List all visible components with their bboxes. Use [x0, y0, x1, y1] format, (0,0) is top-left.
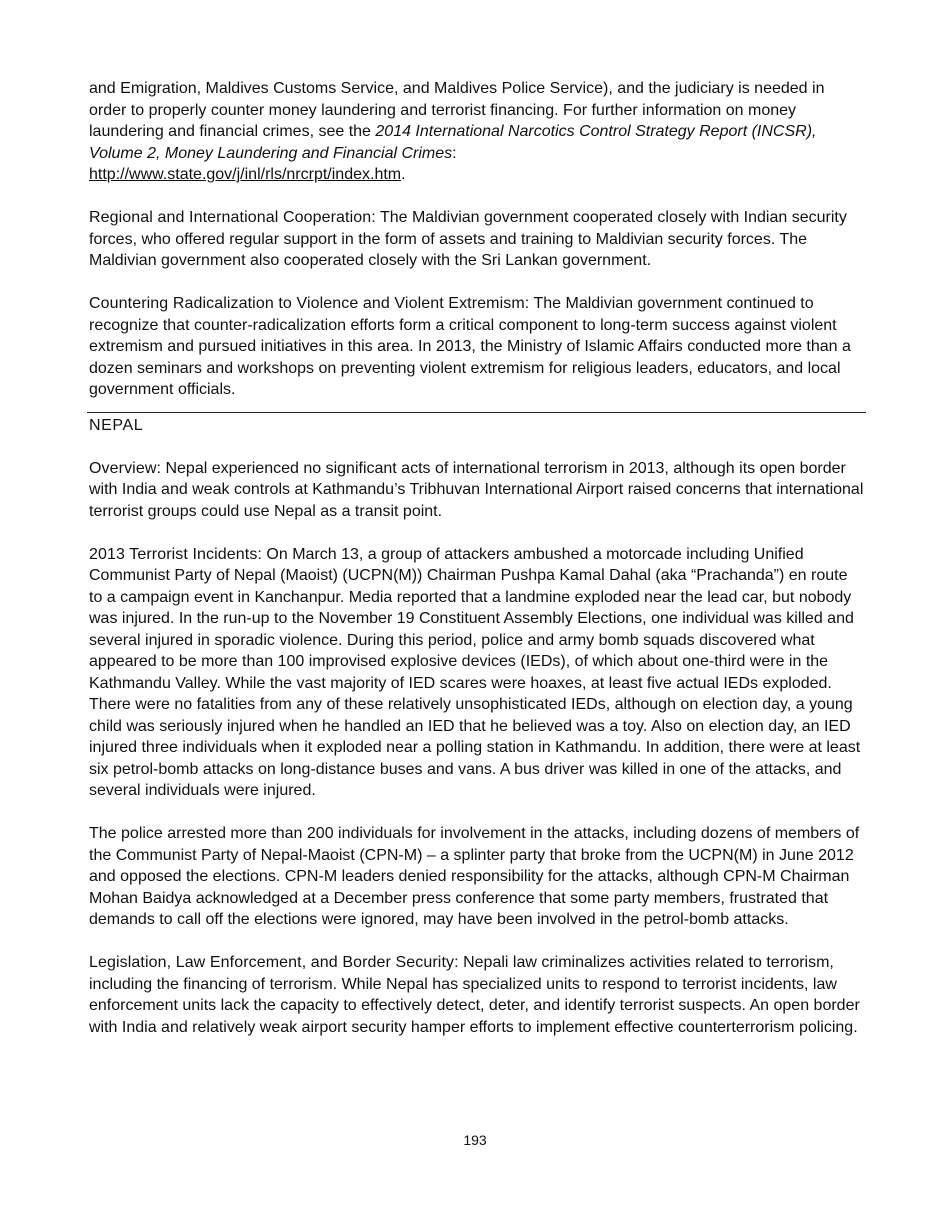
- intro-end: .: [401, 166, 406, 183]
- report-link[interactable]: http://www.state.gov/j/inl/rls/nrcrpt/index.htm: [89, 166, 402, 183]
- incidents-text: On March 13, a group of attackers ambushed a motorcade including Unified Communist Party of Nepal (Maoist) (UCPN(M)) Chairman Pushpa Kamal Dahal (aka “Prachanda”) en route to a campaign event in Kanchanpur. Media reported that a landmine exploded near the lead car, but nobody was injured. In the run-up to the November 19 Constituent Assembly Elections, one individual was killed and several injured in sporadic violence. During this period, police and army bomb squads discovered what appeared to be more than 100 improvised explosive devices (IEDs), of which about one-third were in the Kathmandu Valley. While the vast majority of IED scares were hoaxes, at least five actual IEDs exploded. There were no fatalities from any of these relatively unsophisticated IEDs, although on election day, a young child was seriously injured when he handled an IED that he believed was a toy. Also on election day, an IED injured three individuals when it exploded near a polling station in Kathmandu. In addition, there were at least six petrol-bomb attacks on long-distance buses and vans. A bus driver was killed in one of the attacks, and several individuals were injured.: [89, 545, 861, 799]
- report-title: 2014 International Narcotics Control Strategy Report (INCSR), Volume 2, Money Laundering and Financial Crimes: [89, 123, 817, 162]
- page-number: 193: [463, 1132, 487, 1148]
- radicalization-text: The Maldivian government continued to recognize that counter-radicalization efforts form a critical component to long-term success against violent extremism and pursued initiatives in this area. In 2013, the Ministry of Islamic Affairs conducted more than a dozen seminars and workshops on preventing violent extremism for religious leaders, educators, and local government officials.: [89, 295, 851, 398]
- intro-text: and Emigration, Maldives Customs Service, and Maldives Police Service), and the judiciary is needed in order to properly counter money laundering and terrorist financing. For further information on money laundering and financial crimes, see the: [89, 80, 825, 140]
- incidents-heading: 2013 Terrorist Incidents:: [89, 545, 262, 563]
- legislation-heading: Legislation, Law Enforcement, and Border Security:: [89, 954, 459, 971]
- legislation-text: Nepali law criminalizes activities related to terrorism, including the financing of terrorism. While Nepal has specialized units to respond to terrorist incidents, law enforcement units lack the capacity to effectively detect, deter, and identify terrorist suspects. An open border with India and relatively weak airport security hamper efforts to implement effective counterterrorism policing.: [89, 954, 860, 1036]
- nepal-section-title: NEPAL: [89, 416, 144, 434]
- incidents-paragraph: [89, 544, 864, 802]
- cooperation-paragraph: [89, 207, 864, 272]
- intro-colon: :: [452, 144, 457, 162]
- legislation-paragraph: [89, 952, 864, 1038]
- overview-paragraph: [89, 458, 864, 523]
- intro-paragraph: [89, 78, 864, 186]
- section-divider: [87, 412, 866, 413]
- cooperation-heading: Regional and International Cooperation:: [89, 209, 376, 226]
- arrests-text: The police arrested more than 200 individuals for involvement in the attacks, including dozens of members of the Communist Party of Nepal-Maoist (CPN-M) – a splinter party that broke from the UCPN(M) in June 2012 and opposed the elections. CPN-M leaders denied responsibility for the attacks, although CPN-M Chairman Mohan Baidya acknowledged at a December press conference that some party members, frustrated that demands to call off the elections were ignored, may have been involved in the petrol-bomb attacks.: [89, 825, 860, 928]
- radicalization-heading: Countering Radicalization to Violence and Violent Extremism:: [89, 295, 530, 312]
- overview-text: Nepal experienced no significant acts of international terrorism in 2013, although its open border with India and weak controls at Kathmandu’s Tribhuvan International Airport raised concerns that international terrorist groups could use Nepal as a transit point.: [89, 459, 864, 520]
- document-page: [89, 78, 864, 1060]
- overview-heading: Overview:: [89, 459, 162, 477]
- arrests-paragraph: [89, 823, 864, 931]
- cooperation-text: The Maldivian government cooperated closely with Indian security forces, who offered regular support in the form of assets and training to Maldivian security forces. The Maldivian government also cooperated closely with the Sri Lankan government.: [89, 209, 847, 269]
- radicalization-paragraph: [89, 293, 864, 401]
